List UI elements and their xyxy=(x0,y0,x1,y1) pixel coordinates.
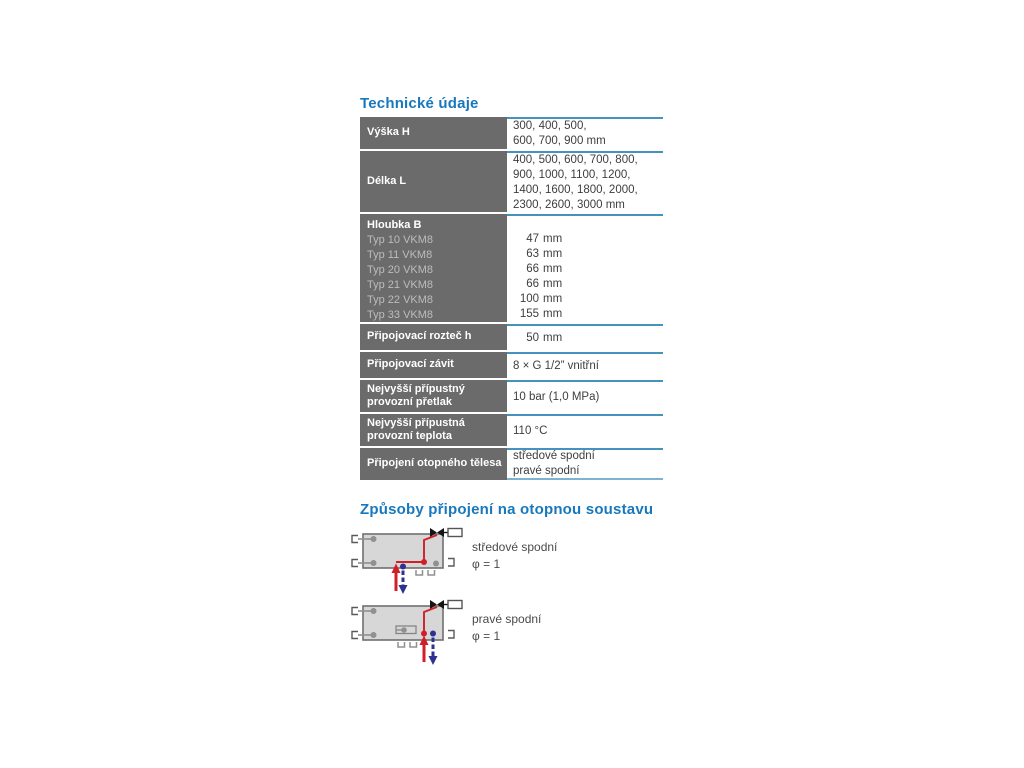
table-row-length xyxy=(360,151,663,212)
depth-header: Hloubka B xyxy=(367,219,422,231)
unit: mm xyxy=(543,248,563,260)
type-label: Typ 10 VKM8 xyxy=(367,234,434,246)
value-line: 300, 400, 500, xyxy=(513,120,587,132)
wall-bracket-icon xyxy=(448,631,454,639)
thermostat-head xyxy=(448,601,462,609)
return-dot xyxy=(430,631,436,637)
connection-ways-title: Způsoby připojení na otopnou soustavu xyxy=(360,501,654,518)
tech-table xyxy=(360,117,663,480)
type-label: Typ 33 VKM8 xyxy=(367,309,434,321)
floor-bracket-icon xyxy=(428,570,435,575)
diagram-phi: φ = 1 xyxy=(472,557,501,571)
row-value xyxy=(507,151,663,212)
row-label: Délka L xyxy=(360,151,507,212)
diagram-label: středové spodní xyxy=(472,540,558,554)
wall-bracket-icon xyxy=(352,608,358,615)
value-line: 8 × G 1/2” vnitřní xyxy=(513,359,599,372)
floor-bracket-icon xyxy=(416,570,423,575)
depth-value: 155 xyxy=(519,308,539,320)
value-line: 10 bar (1,0 MPa) xyxy=(513,390,600,403)
row-label: Výška H xyxy=(360,117,507,149)
plug-dot xyxy=(371,560,377,566)
value-line xyxy=(513,331,663,346)
depth-value: 66 xyxy=(526,278,539,290)
return-arrowhead xyxy=(399,585,408,594)
diagram-label: pravé spodní xyxy=(472,612,542,626)
value-line: 600, 700, 900 mm xyxy=(513,135,606,147)
spacer xyxy=(513,218,663,232)
depth-value: 47 xyxy=(526,233,539,245)
table-row-depth xyxy=(360,214,663,322)
row-value xyxy=(507,414,663,446)
plug-dot xyxy=(371,608,377,614)
row-label xyxy=(360,214,507,322)
depth-value: 66 xyxy=(526,263,539,275)
row-value xyxy=(507,117,663,149)
unit: mm xyxy=(543,263,563,275)
value-line: pravé spodní xyxy=(513,465,580,477)
row-label: Připojovací rozteč h xyxy=(360,324,507,350)
type-label: Typ 11 VKM8 xyxy=(367,249,433,261)
value-line: 1400, 1600, 1800, 2000, xyxy=(513,183,638,196)
value-line xyxy=(513,292,663,307)
unit: mm xyxy=(543,293,563,305)
value-line: 2300, 2600, 3000 mm xyxy=(513,198,625,211)
value-line xyxy=(513,277,663,292)
floor-bracket-icon xyxy=(410,642,417,647)
row-value xyxy=(507,214,663,322)
wall-bracket-icon xyxy=(448,559,454,567)
wall-bracket-icon xyxy=(352,632,358,639)
depth-value: 63 xyxy=(526,248,539,260)
plug-dot xyxy=(371,536,377,542)
depth-value: 100 xyxy=(519,293,539,305)
table-row-max-temperature xyxy=(360,414,663,446)
table-row-thread xyxy=(360,352,663,378)
value-line: 110 °C xyxy=(513,424,548,437)
row-value xyxy=(507,380,663,412)
value-line xyxy=(513,247,663,262)
diagram-phi: φ = 1 xyxy=(472,629,501,643)
value-line xyxy=(513,262,663,277)
tech-data-title: Technické údaje xyxy=(360,95,479,112)
unit: mm xyxy=(543,331,563,344)
row-label: Připojovací závit xyxy=(360,352,507,378)
wall-bracket-icon xyxy=(352,560,358,567)
return-arrowhead xyxy=(429,656,438,665)
type-label: Typ 20 VKM8 xyxy=(367,264,434,276)
table-row-pitch xyxy=(360,324,663,350)
type-label: Typ 21 VKM8 xyxy=(367,279,434,291)
row-value xyxy=(507,448,663,480)
value-line xyxy=(513,232,663,247)
wall-bracket-icon xyxy=(352,536,358,543)
plug-dot xyxy=(433,561,439,567)
row-label: Nejvyšší přípustný provozní přetlak xyxy=(360,380,507,412)
value-line: 900, 1000, 1100, 1200, xyxy=(513,168,631,181)
supply-junction-dot xyxy=(421,559,427,565)
value-line: 400, 500, 600, 700, 800, xyxy=(513,153,638,166)
pitch-value: 50 xyxy=(526,331,539,344)
unit: mm xyxy=(543,233,563,245)
plug-dot xyxy=(401,627,407,633)
unit: mm xyxy=(543,308,563,320)
row-value xyxy=(507,324,663,350)
table-row-connection xyxy=(360,448,663,480)
thermostat-head xyxy=(448,529,462,537)
value-line xyxy=(513,307,663,322)
value-line: středové spodní xyxy=(513,450,595,462)
type-label: Typ 22 VKM8 xyxy=(367,294,434,306)
unit: mm xyxy=(543,278,563,290)
plug-dot xyxy=(371,632,377,638)
table-row-max-pressure xyxy=(360,380,663,412)
floor-bracket-icon xyxy=(398,642,405,647)
table-row-height xyxy=(360,117,663,149)
radiator-diagram-middle-bottom xyxy=(348,526,483,601)
row-label: Připojení otopného tělesa xyxy=(360,448,507,480)
radiator-diagram-right-bottom xyxy=(348,598,483,673)
return-dot xyxy=(400,564,406,570)
row-label: Nejvyšší přípustná provozní teplota xyxy=(360,414,507,446)
row-value xyxy=(507,352,663,378)
